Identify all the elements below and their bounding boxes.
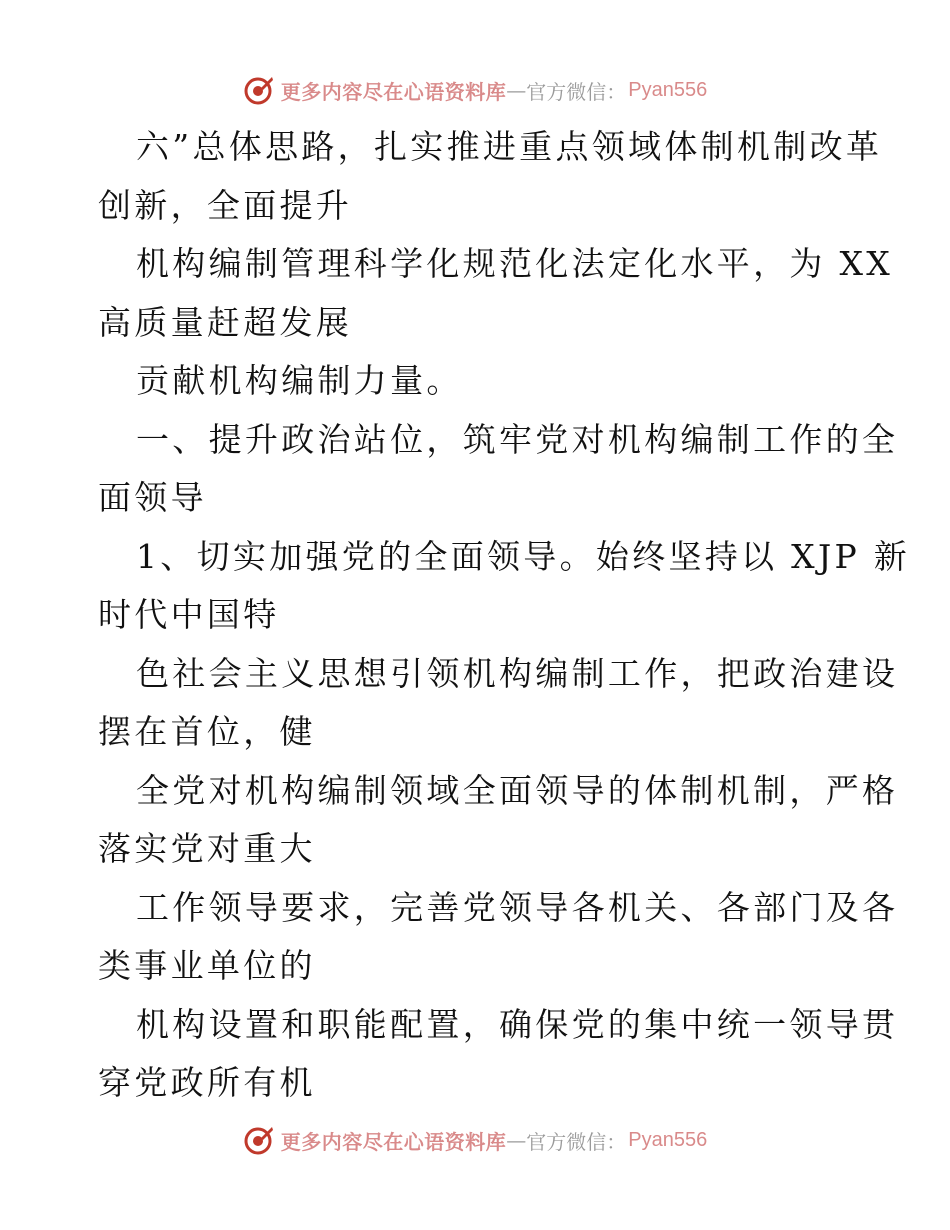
quill-logo-icon (243, 1124, 275, 1156)
body-line: 时代中国特 (98, 595, 280, 634)
body-line: 高质量赶超发展 (98, 302, 353, 342)
section-heading-line: 面领导 (98, 478, 207, 517)
body-line: 创新，全面提升 (98, 185, 353, 225)
body-line: 贡献机构编制力量。 (136, 361, 463, 400)
body-line: 全党对机构编制领域全面领导的体制机制，严格 (136, 770, 899, 810)
body-line: 工作领导要求，完善党领导各机关、各部门及各 (136, 887, 899, 927)
banner-brand-text: 更多内容尽在心语资料库 (280, 1129, 507, 1154)
banner-dash: — (506, 78, 527, 102)
body-line: 机构编制管理科学化规范化法定化水平，为 XX (136, 244, 894, 283)
header-watermark-banner (0, 70, 950, 110)
banner-wechat-label: 官方微信： (526, 1129, 627, 1154)
body-line: 色社会主义思想引领机构编制工作，把政治建设 (136, 653, 899, 693)
banner-dash: — (506, 1128, 527, 1152)
document-body (98, 118, 911, 1113)
body-line: 机构设置和职能配置，确保党的集中统一领导贯 (136, 1004, 899, 1044)
body-line: 类事业单位的 (98, 946, 316, 985)
banner-brand-text: 更多内容尽在心语资料库 (280, 79, 507, 104)
body-line: 六”总体思路，扎实推进重点领域体制机制改革 (136, 127, 883, 166)
quill-logo-icon (243, 74, 275, 106)
section-heading-line: 一、提升政治站位，筑牢党对机构编制工作的全 (136, 419, 899, 459)
banner-wechat-label: 官方微信： (526, 79, 627, 104)
body-line: 落实党对重大 (98, 829, 316, 868)
body-line: 1、切实加强党的全面领导。始终坚持以 XJP 新 (136, 536, 911, 576)
body-line: 摆在首位，健 (98, 712, 316, 751)
footer-watermark-banner (0, 1120, 950, 1160)
body-line: 穿党政所有机 (98, 1063, 316, 1102)
banner-wechat-id: Pyan556 (628, 78, 708, 101)
banner-wechat-id: Pyan556 (628, 1128, 708, 1151)
